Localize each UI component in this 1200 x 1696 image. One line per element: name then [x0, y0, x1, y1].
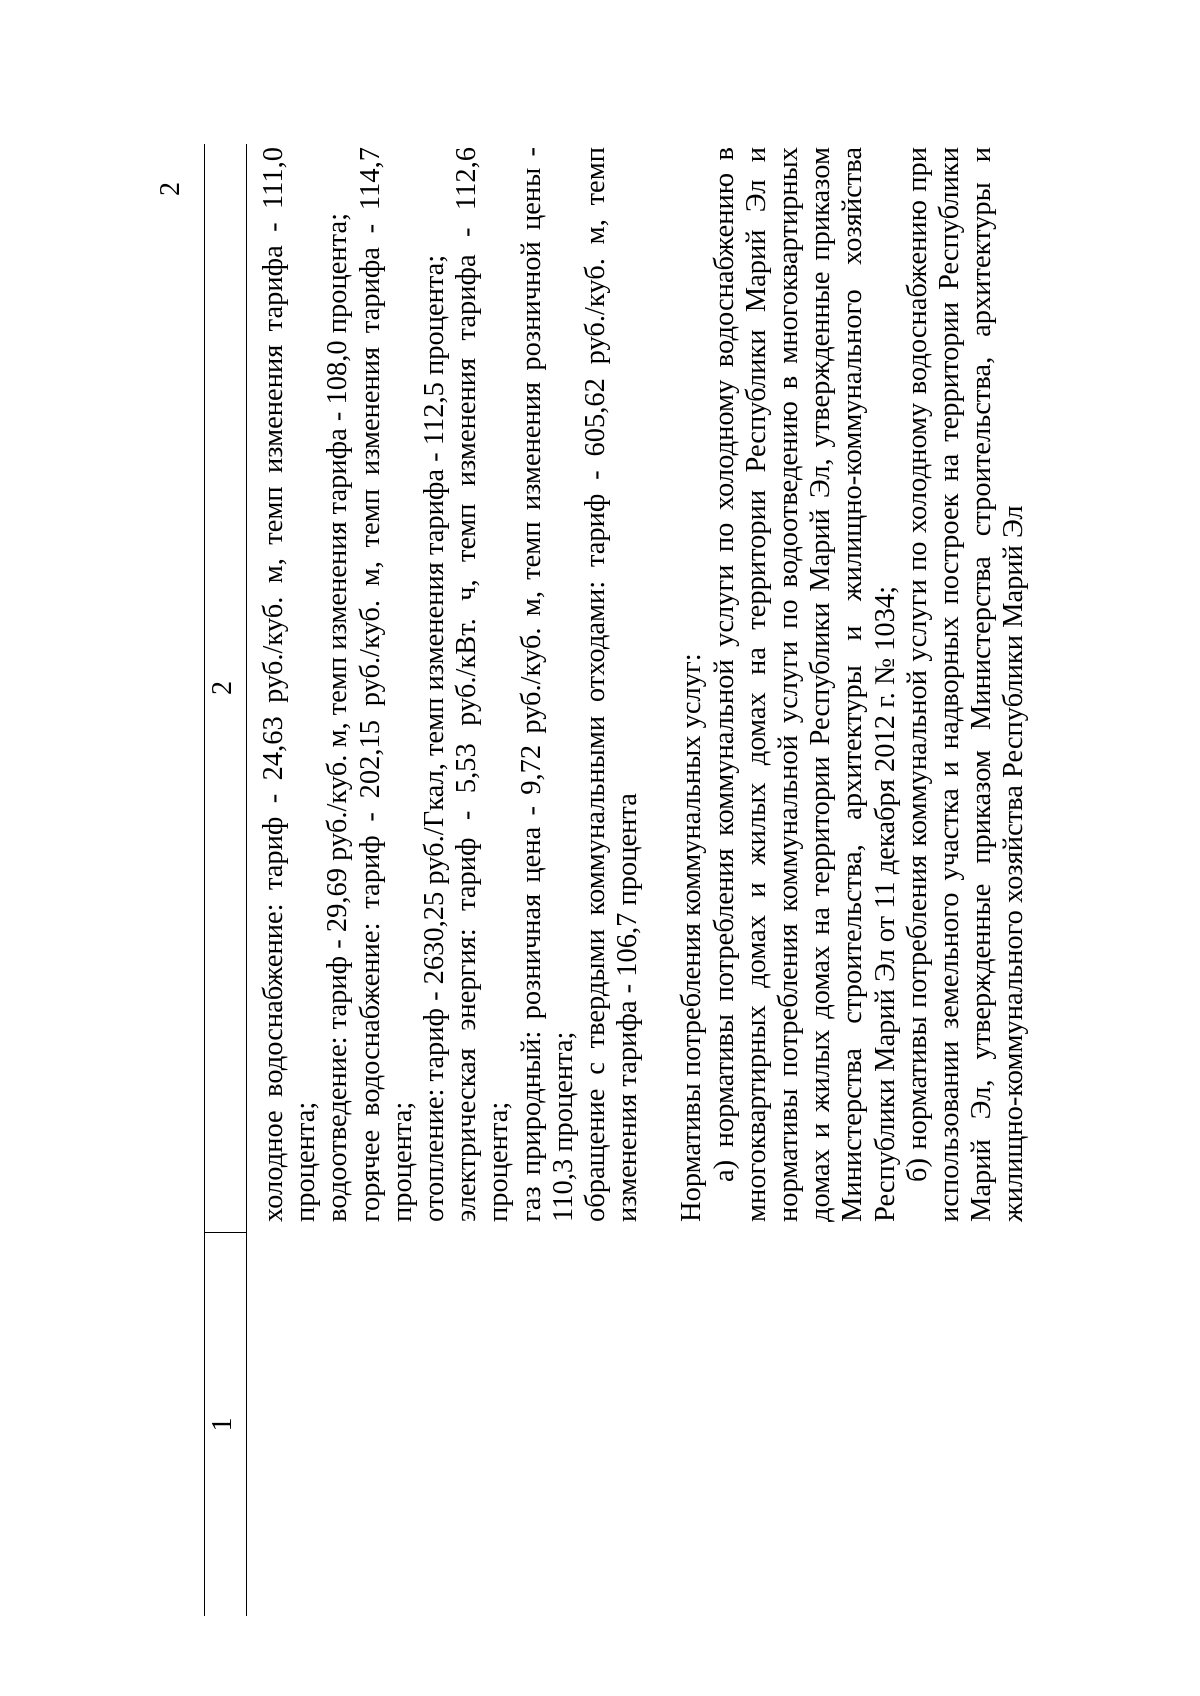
- tariff-wastewater: водоотведение: тариф - 29,69 руб./куб. м, темп изменения тарифа - 108,0 процента;: [322, 212, 354, 1222]
- column-header-2: 2: [207, 681, 238, 695]
- tariff-hot-water: горячее водоснабжение: тариф - 202,15 руб./куб. м, темп изменения тарифа - 114,7 процента;: [354, 147, 418, 1222]
- tariff-natural-gas: газ природный: розничная цена - 9,72 руб./куб. м, темп изменения розничной цены - 110,3 процента;: [515, 147, 579, 1222]
- paragraph-gap: [644, 147, 676, 1222]
- table-cell-content: [258, 147, 1031, 1222]
- column-header-1: 1: [207, 1417, 238, 1432]
- tariff-heating: отопление: тариф - 2630,25 руб./Гкал, темп изменения тарифа - 112,5 процента;: [419, 254, 451, 1222]
- norms-heading: Нормативы потребления коммунальных услуг:: [676, 653, 708, 1222]
- norms-item-b: б) нормативы потребления коммунальной услуги по холодному водоснабжению при использовании земельного участка и надворных построек на территории Республики Марий Эл, утвержденные приказом Министерства строительства, архитектуры и жилищно-коммунального хозяйства Республики Марий Эл: [901, 147, 1030, 1222]
- table-header-bottom-border: [246, 144, 247, 1616]
- tariff-electricity: электрическая энергия: тариф - 5,53 руб./кВт. ч, темп изменения тарифа - 112,6 процента;: [451, 147, 515, 1222]
- tariff-solid-waste: обращение с твердыми коммунальными отходами: тариф - 605,62 руб./куб. м, темп изменения тарифа - 106,7 процента: [580, 147, 644, 1222]
- page-number: 2: [155, 182, 186, 196]
- norms-item-a: а) нормативы потребления коммунальной услуги по холодному водоснабжению в многоквартирных домах и жилых домах на территории Республики Марий Эл и нормативы потребления коммунальной услуги по водоотведению в многоквартирных домах и жилых домах на территории Республики Марий Эл, утвержденные приказом Министерства строительства, архитектуры и жилищно-коммунального хозяйства Республики Марий Эл от 11 декабря 2012 г. № 1034;: [708, 147, 901, 1222]
- tariff-cold-water: холодное водоснабжение: тариф - 24,63 руб./куб. м, темп изменения тарифа - 111,0 процента;: [258, 147, 322, 1222]
